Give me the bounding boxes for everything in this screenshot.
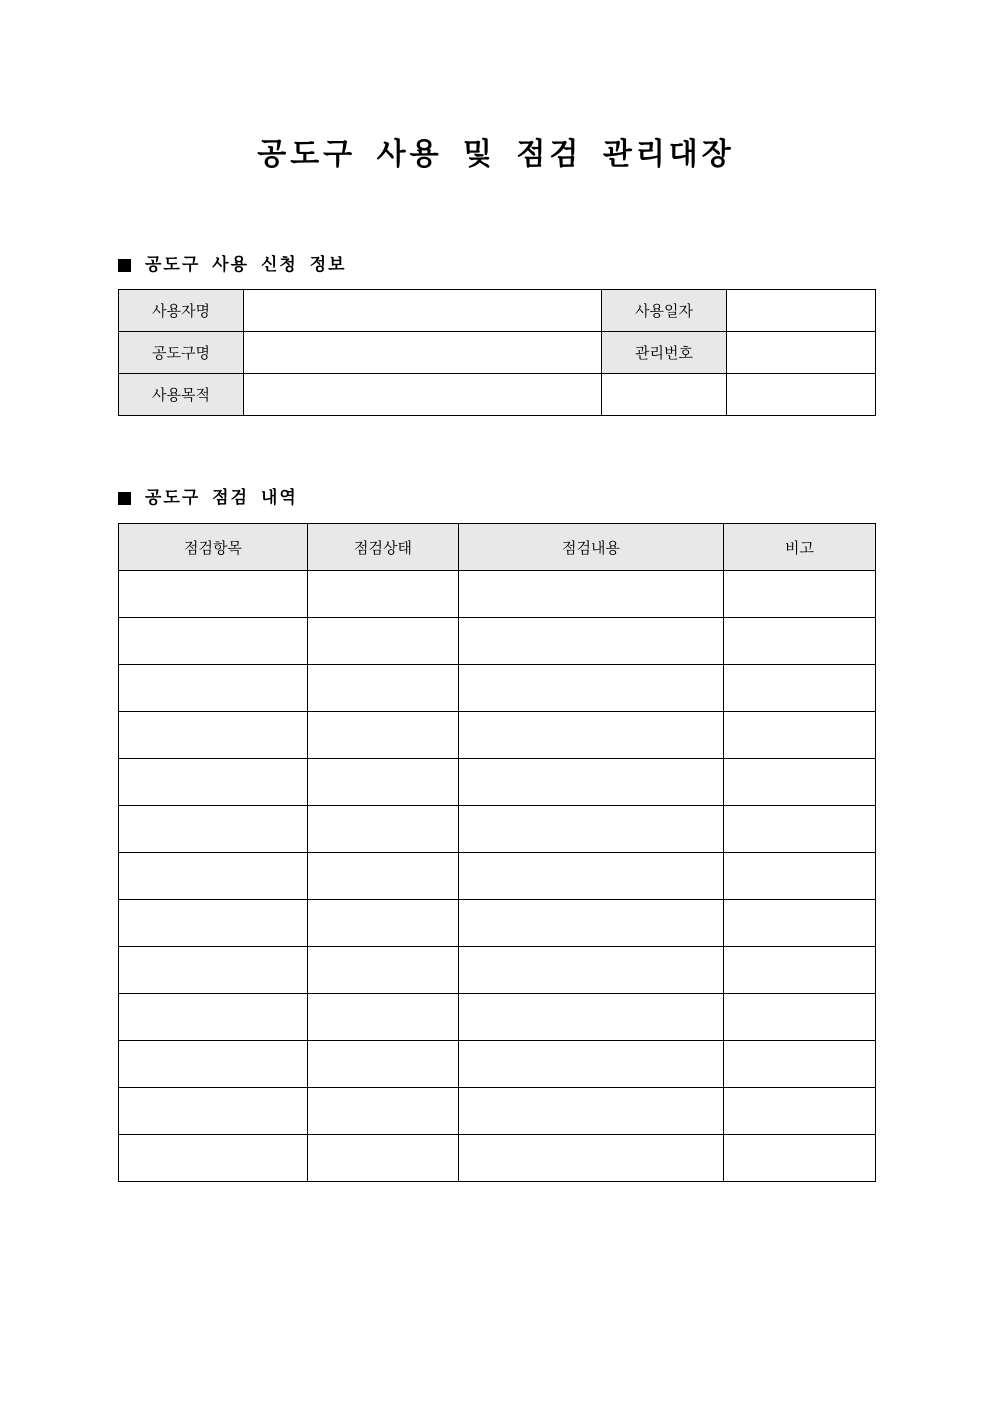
content-cell[interactable] bbox=[459, 759, 724, 806]
table-row bbox=[119, 290, 876, 332]
table-row bbox=[119, 332, 876, 374]
user-name-field[interactable] bbox=[244, 290, 602, 332]
content-cell[interactable] bbox=[459, 712, 724, 759]
content-cell[interactable] bbox=[459, 994, 724, 1041]
square-bullet-icon bbox=[118, 492, 131, 505]
content-cell[interactable] bbox=[459, 853, 724, 900]
content-cell[interactable] bbox=[459, 571, 724, 618]
inspection-table-body bbox=[119, 571, 876, 1182]
document-title: 공도구 사용 및 점검 관리대장 bbox=[257, 137, 735, 172]
status-cell[interactable] bbox=[308, 665, 459, 712]
table-row bbox=[119, 665, 876, 712]
tool-name-field[interactable] bbox=[244, 332, 602, 374]
table-row bbox=[119, 994, 876, 1041]
status-cell[interactable] bbox=[308, 759, 459, 806]
table-row bbox=[119, 806, 876, 853]
status-cell[interactable] bbox=[308, 618, 459, 665]
tool-name-label: 공도구명 bbox=[119, 332, 244, 374]
status-cell[interactable] bbox=[308, 1088, 459, 1135]
item-cell[interactable] bbox=[119, 1135, 308, 1182]
remarks-cell[interactable] bbox=[724, 806, 876, 853]
item-cell[interactable] bbox=[119, 759, 308, 806]
status-cell[interactable] bbox=[308, 806, 459, 853]
table-row bbox=[119, 759, 876, 806]
status-cell[interactable] bbox=[308, 1135, 459, 1182]
status-cell[interactable] bbox=[308, 853, 459, 900]
purpose-field[interactable] bbox=[244, 374, 602, 416]
manage-number-label: 관리번호 bbox=[602, 332, 727, 374]
status-cell[interactable] bbox=[308, 1041, 459, 1088]
user-name-label: 사용자명 bbox=[119, 290, 244, 332]
item-cell[interactable] bbox=[119, 853, 308, 900]
table-header-row bbox=[119, 524, 876, 571]
remarks-cell[interactable] bbox=[724, 994, 876, 1041]
empty-cell[interactable] bbox=[602, 374, 727, 416]
item-cell[interactable] bbox=[119, 665, 308, 712]
purpose-label: 사용목적 bbox=[119, 374, 244, 416]
status-cell[interactable] bbox=[308, 571, 459, 618]
request-info-table bbox=[118, 289, 876, 416]
remarks-cell[interactable] bbox=[724, 900, 876, 947]
use-date-field[interactable] bbox=[727, 290, 876, 332]
empty-cell[interactable] bbox=[727, 374, 876, 416]
content-cell[interactable] bbox=[459, 618, 724, 665]
table-row bbox=[119, 618, 876, 665]
manage-number-field[interactable] bbox=[727, 332, 876, 374]
content-cell[interactable] bbox=[459, 665, 724, 712]
table-row bbox=[119, 374, 876, 416]
square-bullet-icon bbox=[118, 259, 131, 272]
table-row bbox=[119, 1088, 876, 1135]
column-header-content: 점검내용 bbox=[459, 524, 724, 571]
item-cell[interactable] bbox=[119, 947, 308, 994]
item-cell[interactable] bbox=[119, 712, 308, 759]
content-cell[interactable] bbox=[459, 806, 724, 853]
column-header-remarks: 비고 bbox=[724, 524, 876, 571]
item-cell[interactable] bbox=[119, 1088, 308, 1135]
table-row bbox=[119, 853, 876, 900]
remarks-cell[interactable] bbox=[724, 759, 876, 806]
remarks-cell[interactable] bbox=[724, 1088, 876, 1135]
inspection-table bbox=[118, 523, 876, 1182]
item-cell[interactable] bbox=[119, 618, 308, 665]
remarks-cell[interactable] bbox=[724, 1135, 876, 1182]
remarks-cell[interactable] bbox=[724, 853, 876, 900]
status-cell[interactable] bbox=[308, 947, 459, 994]
content-cell[interactable] bbox=[459, 947, 724, 994]
remarks-cell[interactable] bbox=[724, 1041, 876, 1088]
table-row bbox=[119, 571, 876, 618]
column-header-item: 점검항목 bbox=[119, 524, 308, 571]
table-row bbox=[119, 900, 876, 947]
table-row bbox=[119, 1135, 876, 1182]
section-heading-text: 공도구 점검 내역 bbox=[145, 488, 298, 508]
item-cell[interactable] bbox=[119, 900, 308, 947]
remarks-cell[interactable] bbox=[724, 571, 876, 618]
table-row bbox=[119, 947, 876, 994]
content-cell[interactable] bbox=[459, 1135, 724, 1182]
section-heading-text: 공도구 사용 신청 정보 bbox=[145, 255, 347, 275]
remarks-cell[interactable] bbox=[724, 712, 876, 759]
section-heading-inspection bbox=[118, 486, 298, 510]
column-header-status: 점검상태 bbox=[308, 524, 459, 571]
remarks-cell[interactable] bbox=[724, 618, 876, 665]
table-row bbox=[119, 712, 876, 759]
content-cell[interactable] bbox=[459, 1088, 724, 1135]
section-heading-request-info bbox=[118, 253, 347, 277]
content-cell[interactable] bbox=[459, 900, 724, 947]
remarks-cell[interactable] bbox=[724, 947, 876, 994]
remarks-cell[interactable] bbox=[724, 665, 876, 712]
use-date-label: 사용일자 bbox=[602, 290, 727, 332]
item-cell[interactable] bbox=[119, 806, 308, 853]
table-row bbox=[119, 1041, 876, 1088]
status-cell[interactable] bbox=[308, 712, 459, 759]
item-cell[interactable] bbox=[119, 994, 308, 1041]
status-cell[interactable] bbox=[308, 994, 459, 1041]
content-cell[interactable] bbox=[459, 1041, 724, 1088]
item-cell[interactable] bbox=[119, 571, 308, 618]
item-cell[interactable] bbox=[119, 1041, 308, 1088]
status-cell[interactable] bbox=[308, 900, 459, 947]
